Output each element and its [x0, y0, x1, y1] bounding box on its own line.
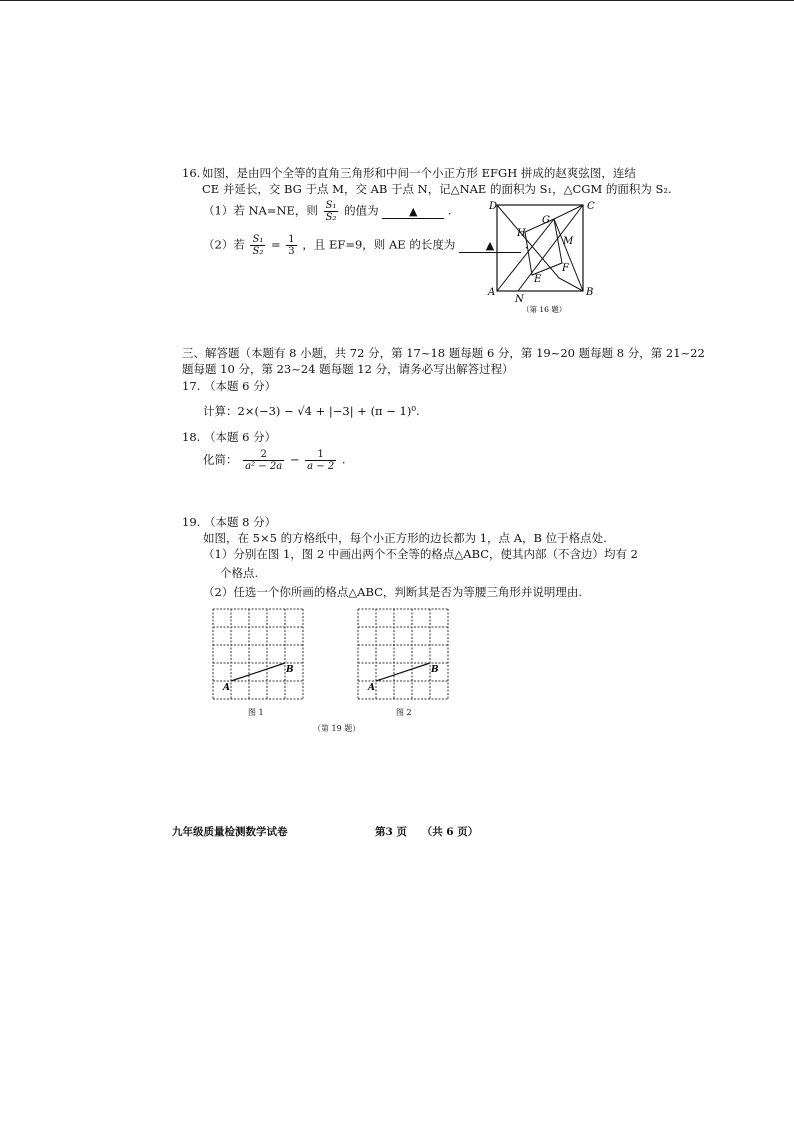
inner-square-efgh [525, 219, 562, 275]
q16-part2-fraction-s [250, 234, 265, 257]
q16-part1-answer-blank: ▲ [382, 206, 444, 219]
label-n: N [515, 294, 524, 305]
q18-minus: − [289, 452, 300, 467]
line-g-b [554, 219, 583, 291]
q19-header: 19. （本题 8 分） [182, 515, 277, 529]
q16-part1 [203, 200, 452, 223]
q19-line1: 如图，在 5×5 的方格纸中，每个小正方形的边长都为 1，点 A，B 位于格点处. [203, 531, 607, 545]
fraction-numerator: 1 [288, 234, 295, 245]
q16-part2-fraction-third [286, 234, 296, 257]
q16-part1-suffix: 的值为 [344, 203, 379, 218]
label-f: F [562, 263, 569, 274]
label-c: C [587, 201, 595, 212]
fraction-numerator: S₁ [325, 200, 337, 211]
label-h: H [517, 228, 526, 239]
label-b: B [431, 665, 439, 675]
q18-expression [203, 449, 346, 472]
q16-part1-prefix: （1）若 NA=NE，则 [203, 203, 318, 218]
fraction-denominator: S₂ [252, 246, 264, 257]
q19-grid-figure-2 [352, 603, 457, 703]
label-b: B [286, 665, 294, 675]
q19-fig2-caption: 图 2 [396, 708, 412, 717]
segment-ab [231, 663, 285, 681]
label-d: D [489, 201, 498, 212]
section3-line2: 题每题 10 分，第 23~24 题每题 12 分，请务必写出解答过程） [182, 362, 514, 376]
q16-number: 16. [182, 166, 201, 180]
q18-period: . [341, 452, 346, 467]
fraction-numerator: 2 [243, 449, 284, 461]
q16-figure-caption: （第 16 题） [522, 305, 567, 314]
q17-header: 17. （本题 6 分） [182, 379, 277, 393]
q18-fraction-1 [243, 449, 284, 472]
label-a: A [223, 683, 230, 693]
fraction-numerator: S₁ [252, 234, 264, 245]
label-e: E [534, 274, 542, 285]
q16-part2-prefix: （2）若 [203, 237, 245, 252]
q19-grid-figure-1 [207, 603, 312, 703]
fraction-numerator: 1 [305, 449, 336, 461]
segment-ab [376, 663, 430, 681]
q16-line2: CE 并延长，交 BG 于点 M，交 AB 于点 N，记△NAE 的面积为 S₁，△CGM 的面积为 S₂. [202, 182, 672, 196]
q17-expression: 计算：2×(−3) − √4 + |−3| + (π − 1)⁰. [203, 404, 420, 418]
footer-exam-title: 九年级质量检测数学试卷 [172, 826, 288, 838]
fraction-denominator: a² − 2a [245, 461, 283, 472]
section3-line1: 三、解答题（本题有 8 小题，共 72 分，第 17~18 题每题 6 分，第 19~20 题每题 8 分，第 21~22 [182, 346, 705, 360]
label-m: M [563, 236, 574, 247]
q18-header: 18. （本题 6 分） [182, 430, 277, 444]
label-a: A [488, 287, 496, 298]
q16-part2-answer-blank: ▲ [459, 240, 521, 253]
q16-line1: 如图，是由四个全等的直角三角形和中间一个小正方形 EFGH 拼成的赵爽弦图，连结 [202, 166, 636, 180]
fraction-denominator: a − 2 [307, 461, 335, 472]
q16-part2-equals: = [271, 237, 281, 252]
q19-fig1-caption: 图 1 [248, 708, 264, 717]
q16-part1-period: . [447, 203, 452, 218]
q18-prefix: 化简： [203, 452, 238, 467]
label-a: A [368, 683, 375, 693]
q19-line4: （2）任选一个你所画的格点△ABC，判断其是否为等腰三角形并说明理由. [203, 585, 583, 599]
footer-page-number: 第3 页 （共 6 页） [375, 826, 479, 838]
fraction-denominator: 3 [288, 246, 295, 257]
label-b: B [586, 287, 594, 298]
q19-line2: （1）分别在图 1，图 2 中画出两个不全等的格点△ABC，使其内部（不含边）均有 2 [203, 547, 638, 561]
q16-part2-period: . [524, 237, 529, 252]
fraction-denominator: S₂ [325, 212, 337, 223]
q19-figure-caption: （第 19 题） [313, 724, 361, 733]
label-g: G [542, 215, 550, 226]
q16-figure [480, 196, 605, 318]
top-border [0, 0, 794, 1]
q16-part2-mid: ，且 EF=9，则 AE 的长度为 [302, 237, 456, 252]
q19-line3: 个格点. [220, 566, 259, 580]
q16-part1-fraction [324, 200, 339, 223]
q18-fraction-2 [305, 449, 336, 472]
